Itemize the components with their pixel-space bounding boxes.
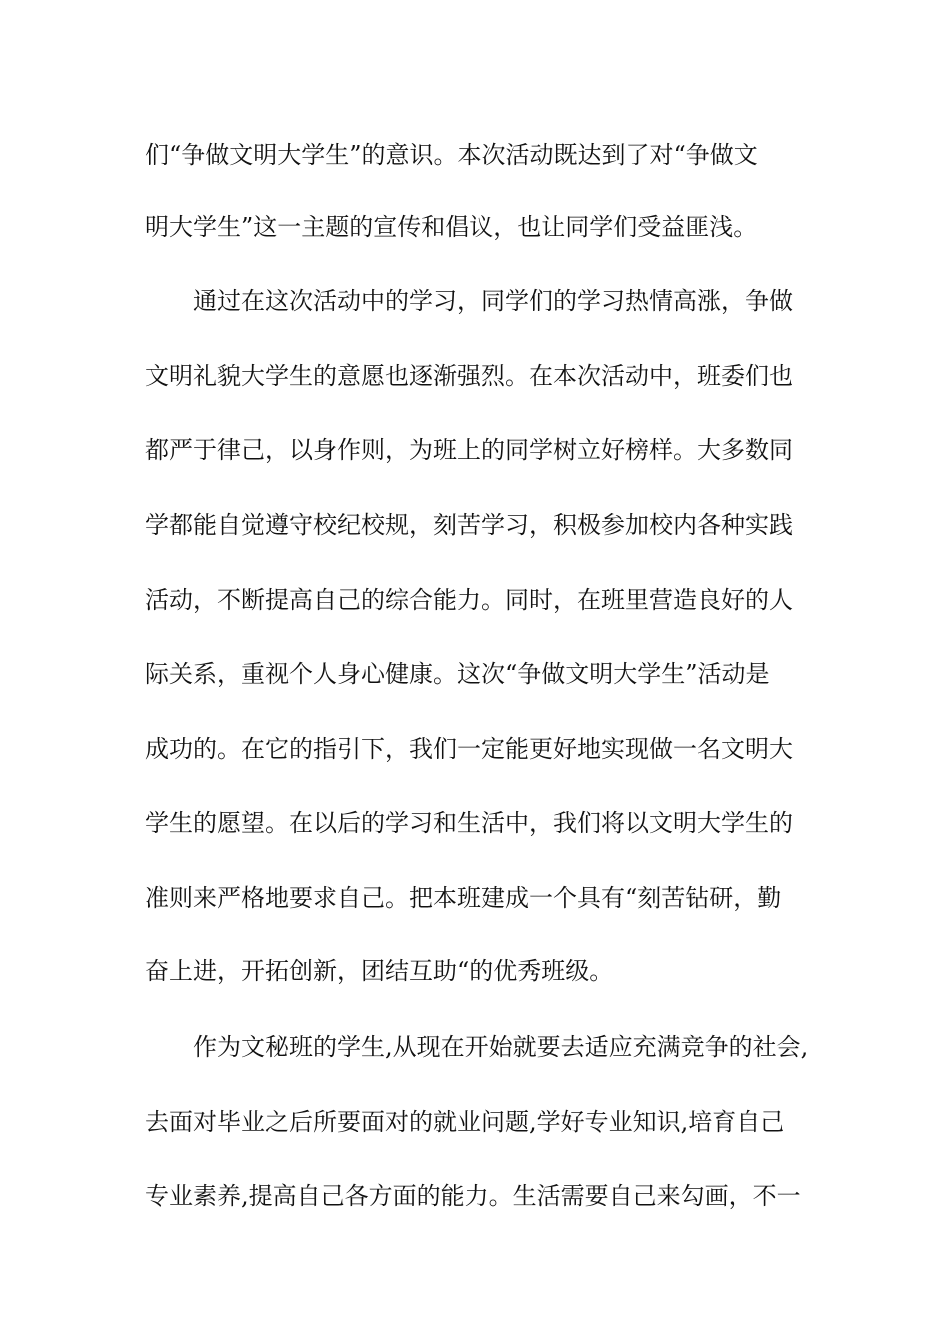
text-line: 奋上进，开拓创新，团结互助“的优秀班级。 xyxy=(145,957,614,985)
text-line: 们“争做文明大学生”的意识。本次活动既达到了对“争做文 xyxy=(145,141,758,169)
text-line: 成功的。在它的指引下，我们一定能更好地实现做一名文明大 xyxy=(145,735,793,763)
text-line: 活动，不断提高自己的综合能力。同时，在班里营造良好的人 xyxy=(145,586,793,614)
text-line: 明大学生”这一主题的宣传和倡议，也让同学们受益匪浅。 xyxy=(145,213,758,241)
text-line: 专业素养,提高自己各方面的能力。生活需要自己来勾画，不一 xyxy=(145,1182,801,1210)
text-line: 学生的愿望。在以后的学习和生活中，我们将以文明大学生的 xyxy=(145,809,793,837)
text-line: 学都能自觉遵守校纪校规，刻苦学习，积极参加校内各种实践 xyxy=(145,511,793,539)
text-line: 准则来严格地要求自己。把本班建成一个具有“刻苦钻研，勤 xyxy=(145,884,782,912)
text-line: 通过在这次活动中的学习，同学们的学习热情高涨，争做 xyxy=(145,287,793,315)
text-line: 际关系，重视个人身心健康。这次“争做文明大学生”活动是 xyxy=(145,660,770,688)
text-line: 作为文秘班的学生,从现在开始就要去适应充满竞争的社会, xyxy=(145,1033,809,1061)
text-line: 都严于律己，以身作则，为班上的同学树立好榜样。大多数同 xyxy=(145,436,793,464)
text-line: 文明礼貌大学生的意愿也逐渐强烈。在本次活动中，班委们也 xyxy=(145,362,793,390)
text-line: 去面对毕业之后所要面对的就业问题,学好专业知识,培育自己 xyxy=(145,1108,785,1136)
